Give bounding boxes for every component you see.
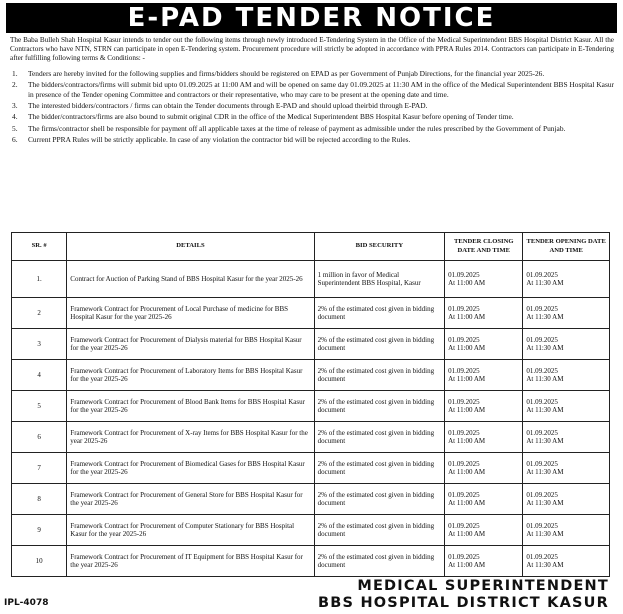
- condition-item: [10, 124, 614, 133]
- opening-date: 01.09.2025: [526, 304, 558, 313]
- cell-opening: [523, 515, 610, 546]
- cell-bid-security: 2% of the estimated cost given in bidding document: [314, 360, 444, 391]
- cell-sr: 7: [12, 453, 67, 484]
- cell-closing: [445, 515, 523, 546]
- cell-bid-security: 2% of the estimated cost given in bidding document: [314, 546, 444, 577]
- condition-text: The bidder/contractors/firms are also bound to submit original CDR in the office of the Medical Superintendent BBS Hospital Kasur before opening of Tender time.: [28, 112, 514, 122]
- opening-date: 01.09.2025: [526, 428, 558, 437]
- table-row: [12, 298, 610, 329]
- cell-details: Framework Contract for Procurement of X-ray Items for BBS Hospital Kasur for the year 2025-26: [67, 422, 314, 453]
- cell-details: Framework Contract for Procurement of Local Purchase of medicine for BBS Hospital Kasur for the year 2025-26: [67, 298, 314, 329]
- opening-time: At 11:30 AM: [526, 375, 564, 383]
- cell-sr: 3: [12, 329, 67, 360]
- opening-time: At 11:30 AM: [526, 499, 564, 507]
- cell-closing: [445, 360, 523, 391]
- cell-bid-security: 2% of the estimated cost given in bidding document: [314, 515, 444, 546]
- closing-date: 01.09.2025: [448, 428, 480, 437]
- closing-time: At 11:00 AM: [448, 437, 486, 445]
- table-row: [12, 484, 610, 515]
- table-row: [12, 546, 610, 577]
- opening-date: 01.09.2025: [526, 366, 558, 375]
- cell-bid-security: 2% of the estimated cost given in bidding document: [314, 391, 444, 422]
- cell-opening: [523, 298, 610, 329]
- closing-time: At 11:00 AM: [448, 530, 486, 538]
- cell-closing: [445, 422, 523, 453]
- closing-time: At 11:00 AM: [448, 561, 486, 569]
- conditions-list: [10, 69, 614, 147]
- table-row: [12, 360, 610, 391]
- tender-table: [11, 232, 610, 577]
- condition-text: Tenders are hereby invited for the following supplies and firms/bidders should be registered on EPAD as per Government of Punjab Directions, for the financial year 2025-26.: [28, 69, 545, 78]
- cell-closing: [445, 261, 523, 298]
- header-sr: SR. #: [12, 233, 67, 261]
- condition-text: Current PPRA Rules will be strictly applicable. In case of any violation the contractor bid will be rejected according to the Rules.: [28, 135, 411, 145]
- cell-opening: [523, 422, 610, 453]
- advert-reference: IPL-4078: [4, 598, 49, 608]
- cell-details: Framework Contract for Procurement of Blood Bank Items for BBS Hospital Kasur for the year 2025-26: [67, 391, 314, 422]
- condition-item: [10, 80, 614, 98]
- header-closing: TENDER CLOSING DATE AND TIME: [445, 233, 523, 261]
- closing-date: 01.09.2025: [448, 335, 480, 344]
- issuer-title: MEDICAL SUPERINTENDENT: [357, 578, 609, 594]
- header-opening: TENDER OPENING DATE AND TIME: [523, 233, 610, 261]
- opening-date: 01.09.2025: [526, 397, 558, 406]
- table-row: [12, 261, 610, 298]
- closing-time: At 11:00 AM: [448, 313, 486, 321]
- table-header-row: [12, 233, 610, 261]
- cell-opening: [523, 329, 610, 360]
- opening-date: 01.09.2025: [526, 459, 558, 468]
- cell-closing: [445, 329, 523, 360]
- cell-bid-security: 2% of the estimated cost given in bidding document: [314, 298, 444, 329]
- closing-date: 01.09.2025: [448, 397, 480, 406]
- closing-time: At 11:00 AM: [448, 279, 486, 287]
- header-bid-security: BID SECURITY: [314, 233, 444, 261]
- cell-opening: [523, 360, 610, 391]
- table-row: [12, 391, 610, 422]
- cell-bid-security: 2% of the estimated cost given in bidding document: [314, 329, 444, 360]
- opening-time: At 11:30 AM: [526, 530, 564, 538]
- closing-time: At 11:00 AM: [448, 344, 486, 352]
- opening-time: At 11:30 AM: [526, 406, 564, 414]
- opening-time: At 11:30 AM: [526, 468, 564, 476]
- condition-text: The firms/contractor shell be responsible for payment off all applicable taxes at the time of release of payment as admissible under the rules prescribed by the Government of Punjab.: [28, 123, 566, 133]
- closing-date: 01.09.2025: [448, 459, 480, 468]
- opening-date: 01.09.2025: [526, 521, 558, 530]
- closing-time: At 11:00 AM: [448, 406, 486, 414]
- cell-sr: 6: [12, 422, 67, 453]
- condition-number: 3.: [12, 100, 18, 110]
- cell-bid-security: 2% of the estimated cost given in bidding document: [314, 453, 444, 484]
- condition-number: 6.: [12, 135, 18, 145]
- cell-sr: 5: [12, 391, 67, 422]
- cell-details: Framework Contract for Procurement of IT Equipment for BBS Hospital Kasur for the year 2025-26: [67, 546, 314, 577]
- cell-bid-security: 2% of the estimated cost given in bidding document: [314, 422, 444, 453]
- table-row: [12, 515, 610, 546]
- cell-opening: [523, 453, 610, 484]
- condition-text: The interested bidders/contractors / firms can obtain the Tender documents through E-PAD and should upload theirbid through E-PAD.: [28, 100, 428, 110]
- condition-item: [10, 135, 614, 144]
- cell-bid-security: 2% of the estimated cost given in bidding document: [314, 484, 444, 515]
- opening-date: 01.09.2025: [526, 335, 558, 344]
- cell-opening: [523, 261, 610, 298]
- opening-date: 01.09.2025: [526, 490, 558, 499]
- cell-closing: [445, 391, 523, 422]
- intro-paragraph: The Baba Bulleh Shah Hospital Kasur intends to tender out the following items through newly introduced E-Tendering System in the Office of the Medical Superintendent BBS Hospital District Kasur. All the Contractors who have NTN, STRN can participate in open E-Tendering system. Procurement procedure will strictly be adopted in accordance with PPRA Rules 2014. Contractors can participate in E-Tendering after fulfilling following terms & Conditions: -: [10, 36, 614, 62]
- notice-title: E-PAD TENDER NOTICE: [6, 3, 617, 33]
- cell-sr: 1.: [12, 261, 67, 298]
- opening-time: At 11:30 AM: [526, 437, 564, 445]
- cell-sr: 4: [12, 360, 67, 391]
- cell-sr: 2: [12, 298, 67, 329]
- table-row: [12, 453, 610, 484]
- opening-time: At 11:30 AM: [526, 279, 564, 287]
- condition-number: 1.: [12, 69, 18, 78]
- cell-details: Framework Contract for Procurement of General Store for BBS Hospital Kasur for the year 2025-26: [67, 484, 314, 515]
- opening-date: 01.09.2025: [526, 552, 558, 561]
- cell-details: Framework Contract for Procurement of Biomedical Gases for BBS Hospital Kasur for the year 2025-26: [67, 453, 314, 484]
- condition-number: 5.: [12, 123, 18, 133]
- cell-sr: 9: [12, 515, 67, 546]
- condition-item: [10, 69, 614, 78]
- closing-time: At 11:00 AM: [448, 375, 486, 383]
- cell-closing: [445, 484, 523, 515]
- closing-date: 01.09.2025: [448, 270, 480, 279]
- condition-number: 4.: [12, 112, 18, 122]
- condition-item: [10, 101, 614, 110]
- closing-date: 01.09.2025: [448, 490, 480, 499]
- condition-text: The bidders/contractors/firms will submit bid upto 01.09.2025 at 11:00 AM and will be opened on same day 01.09.2025 at 11:30 AM in the office of the Medical Superintendent BBS Hospital Kasur in presence of the Tender opening Committee and contractors or their representative, who may care to be present at the opening date and time.: [28, 80, 614, 99]
- closing-date: 01.09.2025: [448, 366, 480, 375]
- closing-time: At 11:00 AM: [448, 468, 486, 476]
- closing-date: 01.09.2025: [448, 304, 480, 313]
- closing-time: At 11:00 AM: [448, 499, 486, 507]
- condition-item: [10, 112, 614, 121]
- cell-opening: [523, 484, 610, 515]
- cell-opening: [523, 546, 610, 577]
- cell-opening: [523, 391, 610, 422]
- condition-number: 2.: [12, 80, 18, 90]
- cell-sr: 10: [12, 546, 67, 577]
- opening-date: 01.09.2025: [526, 270, 558, 279]
- cell-bid-security: 1 million in favor of Medical Superintendent BBS Hospital, Kasur: [314, 261, 444, 298]
- cell-sr: 8: [12, 484, 67, 515]
- issuer-block: [318, 578, 609, 612]
- header-details: DETAILS: [67, 233, 314, 261]
- closing-date: 01.09.2025: [448, 521, 480, 530]
- opening-time: At 11:30 AM: [526, 561, 564, 569]
- cell-closing: [445, 453, 523, 484]
- cell-details: Contract for Auction of Parking Stand of BBS Hospital Kasur for the year 2025-26: [67, 261, 314, 298]
- cell-details: Framework Contract for Procurement of Dialysis material for BBS Hospital Kasur for the year 2025-26: [67, 329, 314, 360]
- closing-date: 01.09.2025: [448, 552, 480, 561]
- cell-closing: [445, 546, 523, 577]
- cell-closing: [445, 298, 523, 329]
- table-row: [12, 329, 610, 360]
- cell-details: Framework Contract for Procurement of Computer Stationary for BBS Hospital Kasur for the year 2025-26: [67, 515, 314, 546]
- issuer-office: BBS HOSPITAL DISTRICT KASUR: [318, 595, 609, 611]
- table-row: [12, 422, 610, 453]
- opening-time: At 11:30 AM: [526, 313, 564, 321]
- cell-details: Framework Contract for Procurement of Laboratory Items for BBS Hospital Kasur for the year 2025-26: [67, 360, 314, 391]
- opening-time: At 11:30 AM: [526, 344, 564, 352]
